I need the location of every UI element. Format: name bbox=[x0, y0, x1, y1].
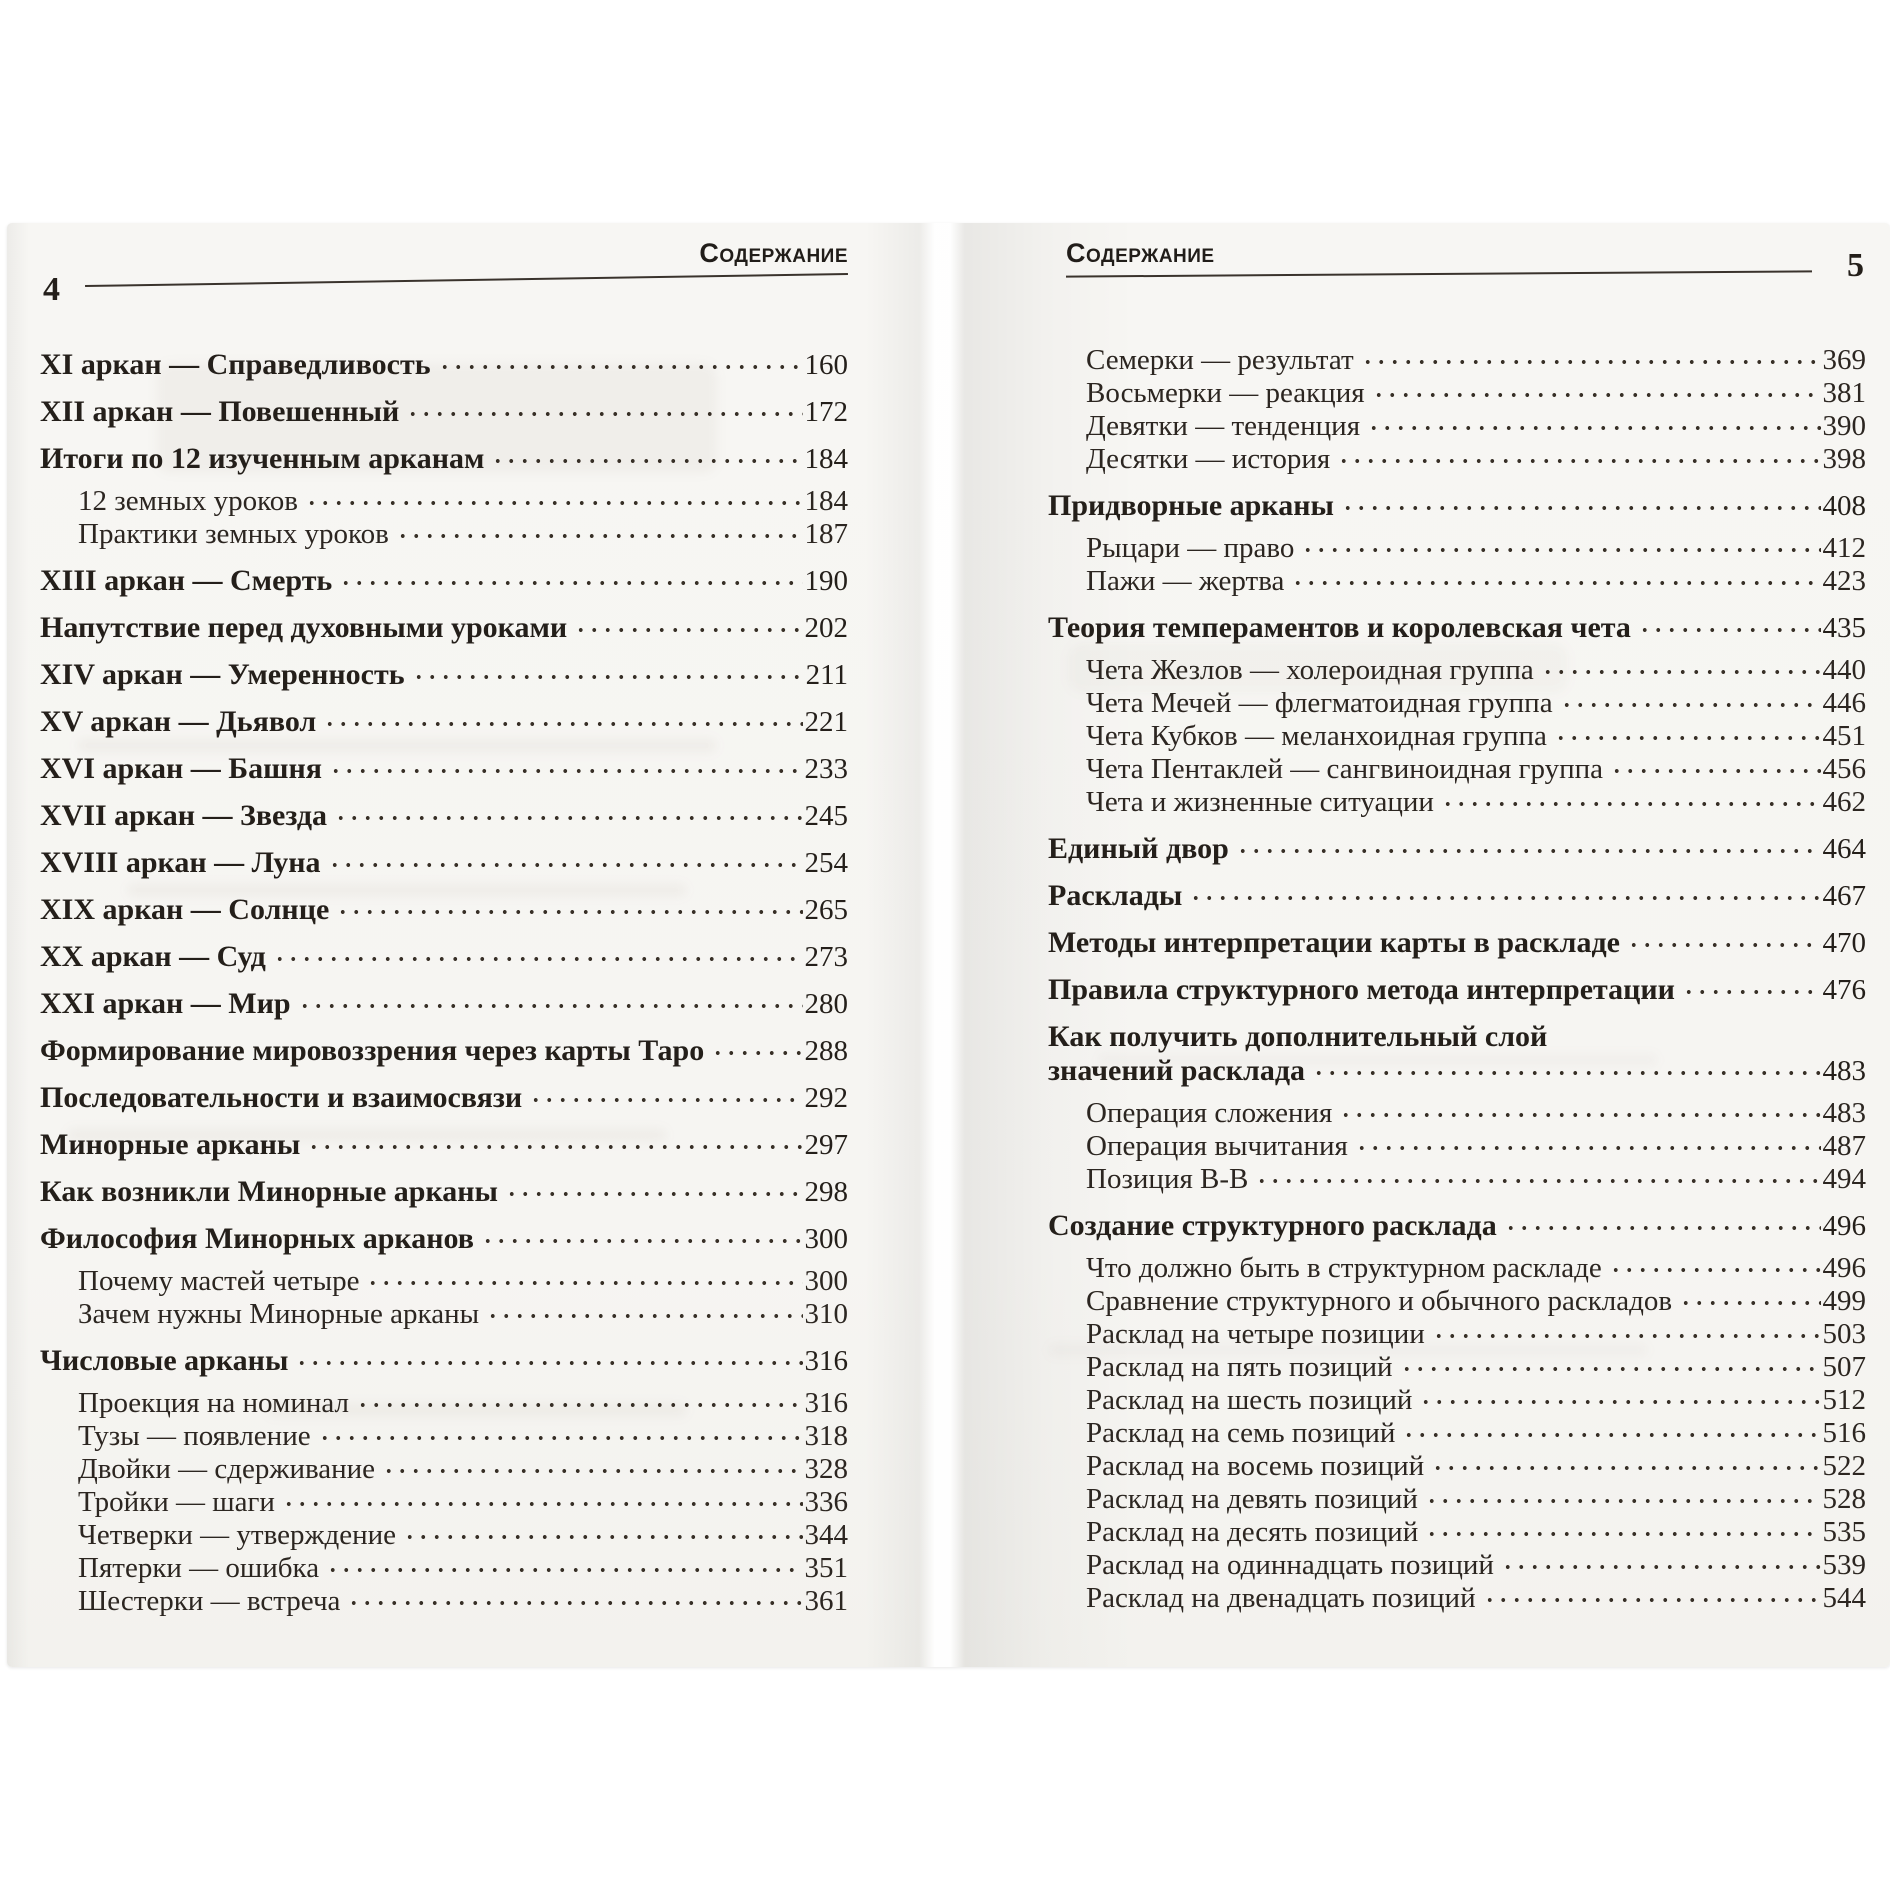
toc-row bbox=[1048, 1384, 1866, 1417]
left-page bbox=[7, 223, 930, 1667]
toc-entry-page: 184 bbox=[804, 485, 848, 517]
right-header-wrap bbox=[1066, 240, 1812, 267]
dot-leader bbox=[1501, 1549, 1821, 1582]
dot-leader bbox=[406, 395, 802, 429]
toc-row bbox=[1048, 1582, 1866, 1615]
toc-entry-page: 316 bbox=[804, 1387, 848, 1419]
toc-entry-page: 398 bbox=[1822, 443, 1866, 475]
toc-row bbox=[1048, 443, 1866, 476]
toc-row bbox=[1048, 1483, 1866, 1516]
dot-leader bbox=[1431, 1450, 1820, 1483]
toc-entry-page: 190 bbox=[804, 565, 848, 597]
toc-entry-page: 172 bbox=[804, 396, 848, 428]
toc-entry-label: Операция сложения bbox=[1086, 1097, 1333, 1129]
toc-entry-label: Практики земных уроков bbox=[78, 518, 389, 550]
toc-entry-page: 451 bbox=[1822, 720, 1866, 752]
toc-entry-page: 361 bbox=[804, 1585, 848, 1617]
toc-row bbox=[40, 1081, 848, 1115]
toc-entry-label: Расклад на шесть позиций bbox=[1086, 1384, 1413, 1416]
toc-entry-label: 12 земных уроков bbox=[78, 485, 298, 517]
toc-entry-label: XI аркан — Справедливость bbox=[40, 348, 431, 381]
dot-leader bbox=[396, 518, 803, 551]
dot-leader bbox=[1402, 1417, 1820, 1450]
dot-leader bbox=[1301, 532, 1820, 565]
dot-leader bbox=[1432, 1318, 1821, 1351]
left-header-rule bbox=[85, 273, 848, 287]
toc-entry-label: Последовательности и взаимосвязи bbox=[40, 1081, 523, 1114]
toc-entry-label: XIII аркан — Смерть bbox=[40, 564, 333, 597]
toc-entry-page: 273 bbox=[804, 941, 848, 973]
toc-entry-page: 300 bbox=[804, 1223, 848, 1255]
dot-leader bbox=[574, 611, 802, 645]
toc-row bbox=[1048, 410, 1866, 443]
toc-entry-page: 160 bbox=[804, 349, 848, 381]
toc-row bbox=[40, 395, 848, 429]
toc-row bbox=[1048, 786, 1866, 819]
toc-entry-page: 528 bbox=[1822, 1483, 1866, 1515]
toc-entry-page: 211 bbox=[805, 659, 848, 691]
toc-entry-page: 487 bbox=[1822, 1130, 1866, 1162]
toc-entry-label: Расклад на одиннадцать позиций bbox=[1086, 1549, 1494, 1581]
dot-leader bbox=[491, 442, 802, 476]
right-toc-list bbox=[1048, 344, 1866, 1615]
dot-leader bbox=[1425, 1516, 1820, 1549]
dot-leader bbox=[326, 1552, 802, 1585]
dot-leader bbox=[1189, 879, 1820, 913]
toc-entry-page: 288 bbox=[804, 1035, 848, 1067]
dot-leader bbox=[1483, 1582, 1821, 1615]
dot-leader bbox=[307, 1128, 802, 1162]
dot-leader bbox=[1610, 753, 1821, 786]
toc-row bbox=[1048, 565, 1866, 598]
toc-entry-label: Тройки — шаги bbox=[78, 1486, 275, 1518]
toc-row bbox=[1048, 1163, 1866, 1196]
dot-leader bbox=[347, 1585, 802, 1618]
toc-row bbox=[1048, 973, 1866, 1007]
toc-row bbox=[1048, 926, 1866, 960]
dot-leader bbox=[1339, 1097, 1820, 1130]
toc-entry-label: Чета Кубков — меланхоидная группа bbox=[1086, 720, 1547, 752]
dot-leader bbox=[1355, 1130, 1821, 1163]
toc-entry-page: 423 bbox=[1822, 565, 1866, 597]
toc-row bbox=[1048, 377, 1866, 410]
dot-leader bbox=[1609, 1252, 1821, 1285]
dot-leader bbox=[529, 1081, 802, 1115]
toc-row bbox=[40, 1222, 848, 1256]
dot-leader bbox=[412, 658, 804, 692]
toc-entry-label: XII аркан — Повешенный bbox=[40, 395, 400, 428]
toc-entry-page: 280 bbox=[804, 988, 848, 1020]
toc-entry-label: Восьмерки — реакция bbox=[1086, 377, 1365, 409]
toc-entry-label: Теория темпераментов и королевская чета bbox=[1048, 611, 1631, 644]
toc-entry-label: Проекция на номинал bbox=[78, 1387, 349, 1419]
dot-leader bbox=[711, 1034, 802, 1068]
dot-leader bbox=[295, 1344, 802, 1378]
toc-row bbox=[40, 1519, 848, 1552]
toc-entry-page: 456 bbox=[1822, 753, 1866, 785]
toc-entry-label: Методы интерпретации карты в раскладе bbox=[1048, 926, 1620, 959]
toc-row bbox=[40, 893, 848, 927]
toc-entry-page: 539 bbox=[1822, 1549, 1866, 1581]
toc-row bbox=[40, 1486, 848, 1519]
toc-row bbox=[1048, 1351, 1866, 1384]
toc-entry-label: Расклад на семь позиций bbox=[1086, 1417, 1396, 1449]
toc-entry-label: Создание структурного расклада bbox=[1048, 1209, 1497, 1242]
dot-leader bbox=[486, 1298, 802, 1331]
dot-leader bbox=[1425, 1483, 1821, 1516]
toc-entry-label: Придворные арканы bbox=[1048, 489, 1334, 522]
toc-row bbox=[40, 1585, 848, 1618]
dot-leader bbox=[1236, 832, 1821, 866]
toc-entry-label: Формирование мировоззрения через карты Таро bbox=[40, 1034, 705, 1067]
dot-leader bbox=[1679, 1285, 1820, 1318]
toc-row bbox=[40, 940, 848, 974]
toc-entry-page: 202 bbox=[804, 612, 848, 644]
dot-leader bbox=[1638, 611, 1821, 645]
toc-entry-page: 381 bbox=[1822, 377, 1866, 409]
toc-entry-label: Что должно быть в структурном раскладе bbox=[1086, 1252, 1602, 1284]
toc-entry-page: 297 bbox=[804, 1129, 848, 1161]
toc-row bbox=[1048, 879, 1866, 913]
left-header-wrap bbox=[40, 240, 848, 267]
left-toc-list bbox=[40, 348, 848, 1618]
dot-leader bbox=[1419, 1384, 1820, 1417]
toc-entry-page: 233 bbox=[804, 753, 848, 785]
left-page-number: 4 bbox=[43, 271, 60, 308]
toc-row bbox=[1048, 344, 1866, 377]
toc-row bbox=[1048, 753, 1866, 786]
right-page-header: Содержание bbox=[1066, 238, 1215, 268]
toc-row bbox=[1048, 1130, 1866, 1163]
toc-entry-page: 412 bbox=[1822, 532, 1866, 564]
toc-row bbox=[40, 705, 848, 739]
dot-leader bbox=[318, 1420, 803, 1453]
toc-row bbox=[1048, 832, 1866, 866]
toc-entry-label: XIV аркан — Умеренность bbox=[40, 658, 405, 691]
toc-entry-label: Минорные арканы bbox=[40, 1128, 301, 1161]
toc-entry-page: 245 bbox=[804, 800, 848, 832]
toc-row bbox=[40, 1175, 848, 1209]
toc-entry-page: 483 bbox=[1822, 1097, 1866, 1129]
toc-row bbox=[40, 485, 848, 518]
dot-leader bbox=[1441, 786, 1821, 819]
toc-entry-page: 184 bbox=[804, 443, 848, 475]
dot-leader bbox=[403, 1519, 802, 1552]
right-page-number: 5 bbox=[1847, 247, 1864, 284]
toc-entry-label: Напутствие перед духовными уроками bbox=[40, 611, 568, 644]
toc-row bbox=[1048, 611, 1866, 645]
toc-row bbox=[1048, 654, 1866, 687]
toc-entry-label: XXI аркан — Мир bbox=[40, 987, 291, 1020]
dot-leader bbox=[334, 799, 802, 833]
dot-leader bbox=[505, 1175, 803, 1209]
dot-leader bbox=[323, 705, 802, 739]
toc-row bbox=[40, 1453, 848, 1486]
toc-row bbox=[1048, 1285, 1866, 1318]
toc-row bbox=[1048, 1020, 1866, 1054]
toc-row bbox=[40, 799, 848, 833]
toc-row bbox=[1048, 1209, 1866, 1243]
dot-leader bbox=[1627, 926, 1821, 960]
toc-row bbox=[40, 1552, 848, 1585]
toc-row bbox=[40, 752, 848, 786]
toc-entry-page: 496 bbox=[1822, 1252, 1866, 1284]
toc-entry-page: 446 bbox=[1822, 687, 1866, 719]
toc-entry-page: 467 bbox=[1822, 880, 1866, 912]
toc-entry-page: 496 bbox=[1822, 1210, 1866, 1242]
dot-leader bbox=[1341, 489, 1821, 523]
toc-row bbox=[1048, 720, 1866, 753]
toc-entry-label: Правила структурного метода интерпретации bbox=[1048, 973, 1675, 1006]
toc-entry-page: 300 bbox=[804, 1265, 848, 1297]
toc-row bbox=[40, 1034, 848, 1068]
toc-row bbox=[1048, 1516, 1866, 1549]
toc-entry-page: 494 bbox=[1822, 1163, 1866, 1195]
dot-leader bbox=[273, 940, 803, 974]
toc-entry-page: 483 bbox=[1822, 1055, 1866, 1087]
toc-entry-page: 462 bbox=[1822, 786, 1866, 818]
toc-row bbox=[1048, 489, 1866, 523]
toc-entry-label: XV аркан — Дьявол bbox=[40, 705, 317, 738]
dot-leader bbox=[366, 1265, 802, 1298]
toc-entry-page: 464 bbox=[1822, 833, 1866, 865]
toc-entry-label: Почему мастей четыре bbox=[78, 1265, 360, 1297]
toc-entry-label: Девятки — тенденция bbox=[1086, 410, 1361, 442]
toc-entry-page: 503 bbox=[1822, 1318, 1866, 1350]
toc-entry-page: 221 bbox=[804, 706, 848, 738]
toc-entry-label: Расклад на восемь позиций bbox=[1086, 1450, 1425, 1482]
dot-leader bbox=[339, 564, 802, 598]
toc-row bbox=[1048, 1549, 1866, 1582]
toc-row bbox=[40, 1298, 848, 1331]
dot-leader bbox=[438, 348, 803, 382]
dot-leader bbox=[1255, 1163, 1820, 1196]
toc-entry-label: Чета Мечей — флегматоидная группа bbox=[1086, 687, 1553, 719]
toc-entry-page: 544 bbox=[1822, 1582, 1866, 1614]
toc-entry-label: Расклад на девять позиций bbox=[1086, 1483, 1418, 1515]
dot-leader bbox=[1554, 720, 1821, 753]
toc-entry-page: 351 bbox=[804, 1552, 848, 1584]
toc-entry-page: 507 bbox=[1822, 1351, 1866, 1383]
toc-entry-page: 512 bbox=[1822, 1384, 1866, 1416]
toc-entry-label: Расклады bbox=[1048, 879, 1183, 912]
dot-leader bbox=[1372, 377, 1821, 410]
dot-leader bbox=[356, 1387, 803, 1420]
toc-entry-label: Чета Пентаклей — сангвиноидная группа bbox=[1086, 753, 1603, 785]
toc-entry-page: 298 bbox=[804, 1176, 848, 1208]
dot-leader bbox=[298, 987, 803, 1021]
toc-entry-label: XVIII аркан — Луна bbox=[40, 846, 321, 879]
toc-entry-label: Операция вычитания bbox=[1086, 1130, 1348, 1162]
right-header-rule bbox=[1066, 270, 1812, 277]
toc-entry-label: Пятерки — ошибка bbox=[78, 1552, 320, 1584]
toc-entry-page: 440 bbox=[1822, 654, 1866, 686]
toc-entry-page: 408 bbox=[1822, 490, 1866, 522]
toc-row bbox=[40, 987, 848, 1021]
toc-entry-label: Тузы — появление bbox=[78, 1420, 311, 1452]
toc-row bbox=[1048, 1318, 1866, 1351]
toc-row bbox=[40, 658, 848, 692]
dot-leader bbox=[1361, 344, 1821, 377]
toc-entry-label: Сравнение структурного и обычного раскладов bbox=[1086, 1285, 1673, 1317]
toc-row bbox=[1048, 1417, 1866, 1450]
toc-entry-label: Семерки — результат bbox=[1086, 344, 1354, 376]
toc-entry-label: Расклад на пять позиций bbox=[1086, 1351, 1393, 1383]
toc-entry-page: 187 bbox=[804, 518, 848, 550]
toc-row bbox=[40, 1420, 848, 1453]
toc-entry-page: 328 bbox=[804, 1453, 848, 1485]
toc-entry-page: 292 bbox=[804, 1082, 848, 1114]
dot-leader bbox=[336, 893, 802, 927]
toc-row bbox=[1048, 532, 1866, 565]
left-page-header: Содержание bbox=[699, 238, 848, 268]
dot-leader bbox=[329, 752, 803, 786]
toc-entry-label: Числовые арканы bbox=[40, 1344, 289, 1377]
toc-entry-label: Как получить дополнительный слой bbox=[1048, 1020, 1548, 1053]
toc-entry-page: 318 bbox=[804, 1420, 848, 1452]
toc-row bbox=[1048, 1252, 1866, 1285]
toc-row bbox=[40, 1344, 848, 1378]
dot-leader bbox=[305, 485, 803, 518]
dot-leader bbox=[1400, 1351, 1821, 1384]
toc-entry-page: 336 bbox=[804, 1486, 848, 1518]
dot-leader bbox=[1682, 973, 1821, 1007]
dot-leader bbox=[1291, 565, 1820, 598]
toc-entry-label: Двойки — сдерживание bbox=[78, 1453, 376, 1485]
toc-entry-label: Четверки — утверждение bbox=[78, 1519, 397, 1551]
toc-entry-page: 499 bbox=[1822, 1285, 1866, 1317]
toc-row bbox=[1048, 1097, 1866, 1130]
toc-row bbox=[40, 846, 848, 880]
toc-entry-page: 254 bbox=[804, 847, 848, 879]
toc-entry-label: XVI аркан — Башня bbox=[40, 752, 322, 785]
toc-row bbox=[40, 1265, 848, 1298]
toc-row bbox=[1048, 1450, 1866, 1483]
right-page bbox=[948, 223, 1890, 1667]
toc-row bbox=[40, 1128, 848, 1162]
dot-leader bbox=[1312, 1054, 1820, 1088]
toc-entry-page: 265 bbox=[804, 894, 848, 926]
toc-entry-label: Чета и жизненные ситуации bbox=[1086, 786, 1434, 818]
toc-entry-label: Расклад на четыре позиции bbox=[1086, 1318, 1425, 1350]
dot-leader bbox=[382, 1453, 802, 1486]
dot-leader bbox=[1504, 1209, 1821, 1243]
toc-row bbox=[40, 1387, 848, 1420]
toc-row bbox=[40, 518, 848, 551]
toc-entry-label: XVII аркан — Звезда bbox=[40, 799, 328, 832]
toc-entry-label: Чета Жезлов — холероидная группа bbox=[1086, 654, 1534, 686]
toc-entry-page: 369 bbox=[1822, 344, 1866, 376]
book-spread bbox=[7, 223, 1890, 1667]
toc-row bbox=[1048, 1054, 1866, 1088]
dot-leader bbox=[1337, 443, 1820, 476]
toc-row bbox=[40, 564, 848, 598]
dot-leader bbox=[328, 846, 803, 880]
toc-entry-label: Единый двор bbox=[1048, 832, 1229, 865]
toc-entry-label: значений расклада bbox=[1048, 1054, 1306, 1087]
toc-entry-page: 522 bbox=[1822, 1450, 1866, 1482]
toc-entry-page: 435 bbox=[1822, 612, 1866, 644]
toc-entry-label: Философия Минорных арканов bbox=[40, 1222, 475, 1255]
dot-leader bbox=[481, 1222, 802, 1256]
toc-entry-page: 516 bbox=[1822, 1417, 1866, 1449]
dot-leader bbox=[1560, 687, 1821, 720]
toc-entry-page: 476 bbox=[1822, 974, 1866, 1006]
toc-entry-label: Десятки — история bbox=[1086, 443, 1331, 475]
toc-entry-label: Шестерки — встреча bbox=[78, 1585, 341, 1617]
dot-leader bbox=[1541, 654, 1821, 687]
toc-entry-page: 470 bbox=[1822, 927, 1866, 959]
toc-entry-label: Рыцари — право bbox=[1086, 532, 1295, 564]
toc-entry-page: 344 bbox=[804, 1519, 848, 1551]
toc-entry-page: 390 bbox=[1822, 410, 1866, 442]
toc-entry-label: XIX аркан — Солнце bbox=[40, 893, 330, 926]
toc-entry-label: Расклад на двенадцать позиций bbox=[1086, 1582, 1476, 1614]
toc-entry-page: 310 bbox=[804, 1298, 848, 1330]
toc-row bbox=[40, 611, 848, 645]
toc-entry-label: XX аркан — Суд bbox=[40, 940, 266, 973]
toc-entry-label: Зачем нужны Минорные арканы bbox=[78, 1298, 480, 1330]
toc-entry-label: Позиция В-В bbox=[1086, 1163, 1249, 1195]
dot-leader bbox=[282, 1486, 803, 1519]
toc-entry-label: Расклад на десять позиций bbox=[1086, 1516, 1419, 1548]
toc-row bbox=[40, 442, 848, 476]
toc-row bbox=[1048, 687, 1866, 720]
toc-entry-label: Как возникли Минорные арканы bbox=[40, 1175, 498, 1208]
toc-entry-label: Пажи — жертва bbox=[1086, 565, 1285, 597]
toc-entry-page: 535 bbox=[1822, 1516, 1866, 1548]
toc-entry-label: Итоги по 12 изученным арканам bbox=[40, 442, 485, 475]
toc-row bbox=[40, 348, 848, 382]
toc-entry-page: 316 bbox=[804, 1345, 848, 1377]
dot-leader bbox=[1367, 410, 1820, 443]
